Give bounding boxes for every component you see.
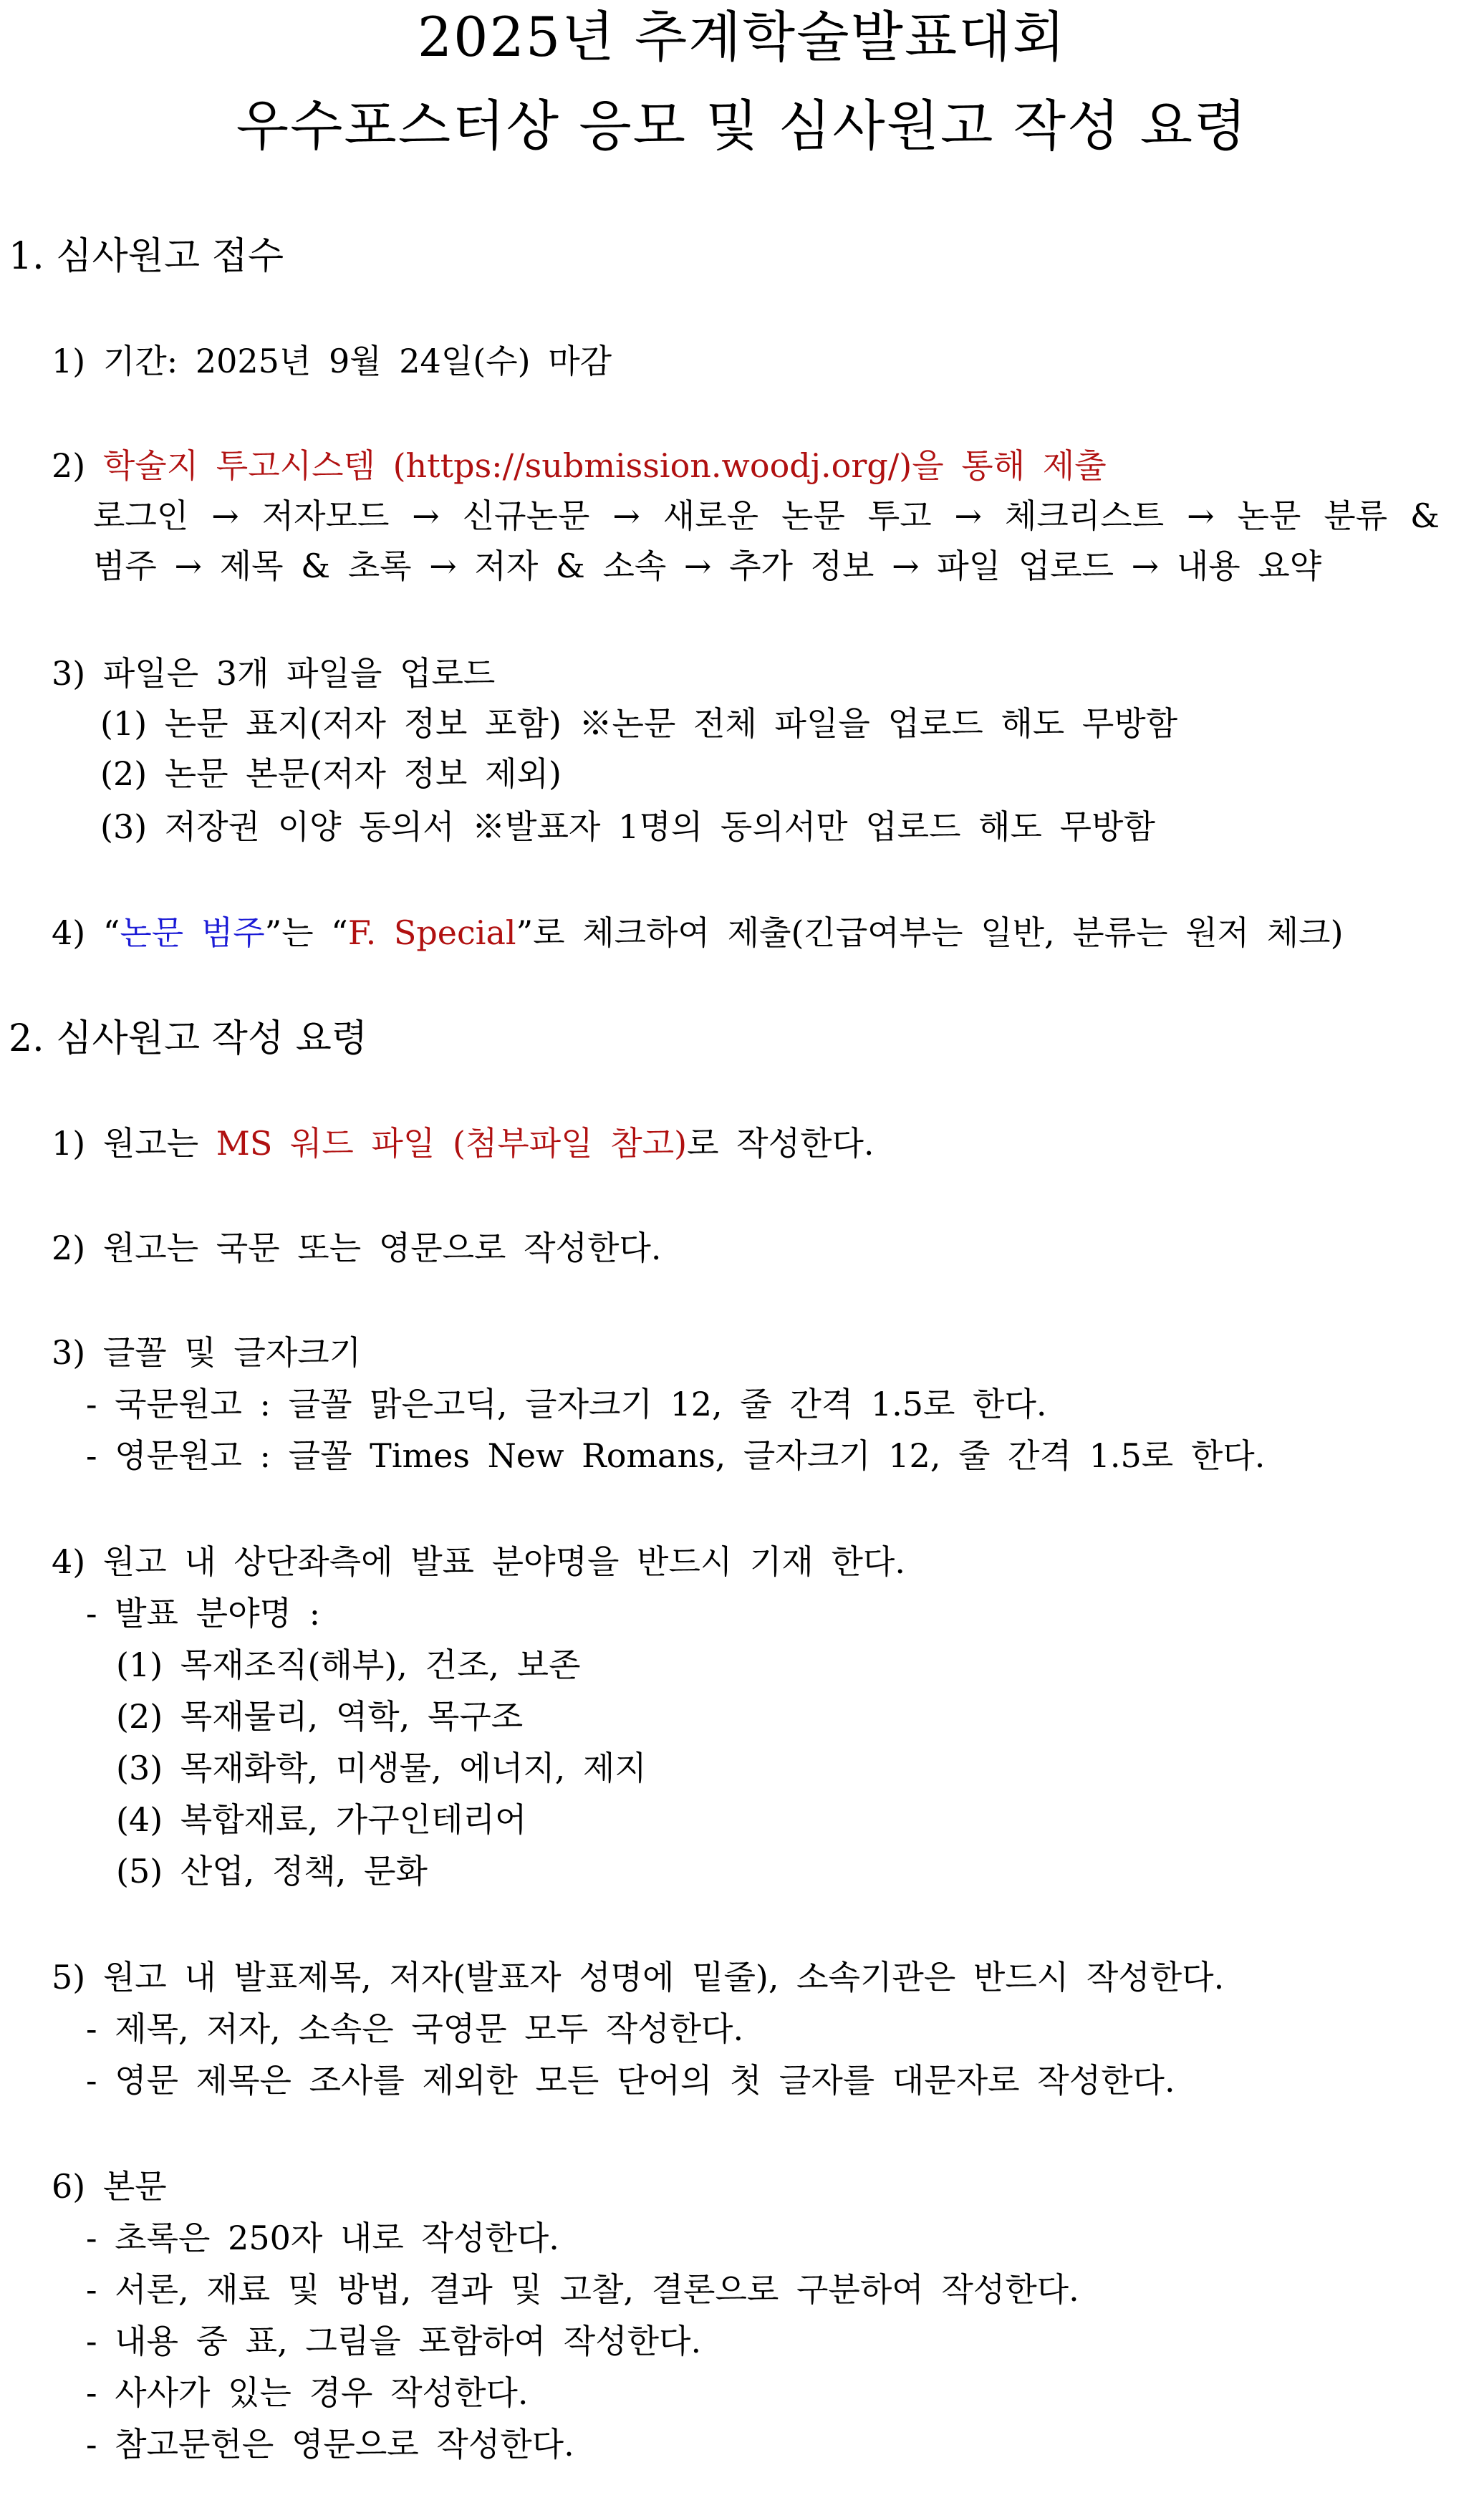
s1-item2-steps-line2: 범주 → 제목 & 초록 → 저자 & 소속 → 추가 정보 → 파일 업로드 → 내용 요약 [93, 547, 1322, 585]
s2-item1 [52, 1122, 874, 1165]
s1-item4-prefix: 4) “ [52, 913, 120, 952]
s1-item3-sub1: (1) 논문 표지(저자 정보 포함) ※논문 전체 파일을 업로드 해도 무방함 [100, 704, 1178, 743]
s1-item2 [52, 444, 1107, 487]
field-item: (4) 복합재료, 가구인테리어 [116, 1800, 527, 1839]
s2-item6-sub: - 서론, 재료 및 방법, 결과 및 고찰, 결론으로 구분하여 작성한다. [86, 2270, 1079, 2309]
s2-item1-suffix: 로 작성한다. [687, 1124, 874, 1163]
document-title-line2: 우수포스터상 응모 및 심사원고 작성 요령 [236, 94, 1248, 158]
field-item: (5) 산업, 정책, 문화 [116, 1852, 428, 1891]
s2-item5-sub1: - 제목, 저자, 소속은 국영문 모두 작성한다. [86, 2009, 744, 2048]
s2-item3-sub1: - 국문원고 : 글꼴 맑은고딕, 글자크기 12, 줄 간격 1.5로 한다. [86, 1385, 1047, 1423]
s2-item6: 6) 본문 [52, 2167, 167, 2206]
s2-item4-sub: - 발표 분야명 : [86, 1594, 321, 1633]
s1-item3-sub3: (3) 저장권 이양 동의서 ※발표자 1명의 동의서만 업로드 해도 무방함 [100, 807, 1155, 846]
s1-item1-period: 1) 기간: 2025년 9월 24일(수) 마감 [52, 342, 612, 380]
s2-item6-sub: - 초록은 250자 내로 작성한다. [86, 2219, 559, 2257]
submission-system-link[interactable]: 학술지 투고시스템 (https://submission.woodj.org/)을 통해 제출 [102, 446, 1107, 485]
s1-item4-suffix: ”로 체크하여 제출(긴급여부는 일반, 분류는 원저 체크) [516, 913, 1344, 952]
section2-heading: 2. 심사원고 작성 요령 [9, 1017, 368, 1060]
s2-item1-word-file: MS 워드 파일 (첨부파일 참고) [216, 1124, 688, 1163]
s2-item5-sub2: - 영문 제목은 조사를 제외한 모든 단어의 첫 글자를 대문자로 작성한다. [86, 2061, 1175, 2100]
s2-item6-sub: - 사사가 있는 경우 작성한다. [86, 2373, 529, 2412]
field-item: (3) 목재화학, 미생물, 에너지, 제지 [116, 1749, 647, 1787]
document-title-line1: 2025년 추계학술발표대회 [417, 5, 1067, 69]
s1-item3: 3) 파일은 3개 파일을 업로드 [52, 654, 496, 693]
s2-item3: 3) 글꼴 및 글자크기 [52, 1333, 362, 1372]
section1-heading: 1. 심사원고 접수 [9, 235, 284, 278]
s2-item6-sub: - 참고문헌은 영문으로 작성한다. [86, 2425, 574, 2464]
s1-item4-category: 논문 범주 [120, 913, 265, 952]
s1-item2-steps-line1: 로그인 → 저자모드 → 신규논문 → 새로운 논문 투고 → 체크리스트 → 논문 분류 & [93, 496, 1440, 535]
s1-item2-number: 2) [52, 446, 103, 485]
s1-item4 [52, 911, 1344, 954]
s2-item6-sub: - 내용 중 표, 그림을 포함하여 작성한다. [86, 2322, 702, 2360]
s1-item3-sub2: (2) 논문 본문(저자 정보 제외) [100, 754, 562, 793]
s2-item3-sub2: - 영문원고 : 글꼴 Times New Romans, 글자크기 12, 줄 간격 1.5로 한다. [86, 1436, 1266, 1475]
field-item: (2) 목재물리, 역학, 목구조 [116, 1697, 524, 1736]
s2-item1-prefix: 1) 원고는 [52, 1124, 216, 1163]
field-item: (1) 목재조직(해부), 건조, 보존 [116, 1646, 581, 1684]
s1-item4-mid: ”는 “ [264, 913, 348, 952]
s2-item5: 5) 원고 내 발표제목, 저자(발표자 성명에 밑줄), 소속기관은 반드시 작성한다. [52, 1958, 1225, 1997]
s1-item4-special: F. Special [347, 913, 516, 952]
s2-item2: 2) 원고는 국문 또는 영문으로 작성한다. [52, 1229, 662, 1267]
s2-item4: 4) 원고 내 상단좌측에 발표 분야명을 반드시 기재 한다. [52, 1542, 905, 1581]
